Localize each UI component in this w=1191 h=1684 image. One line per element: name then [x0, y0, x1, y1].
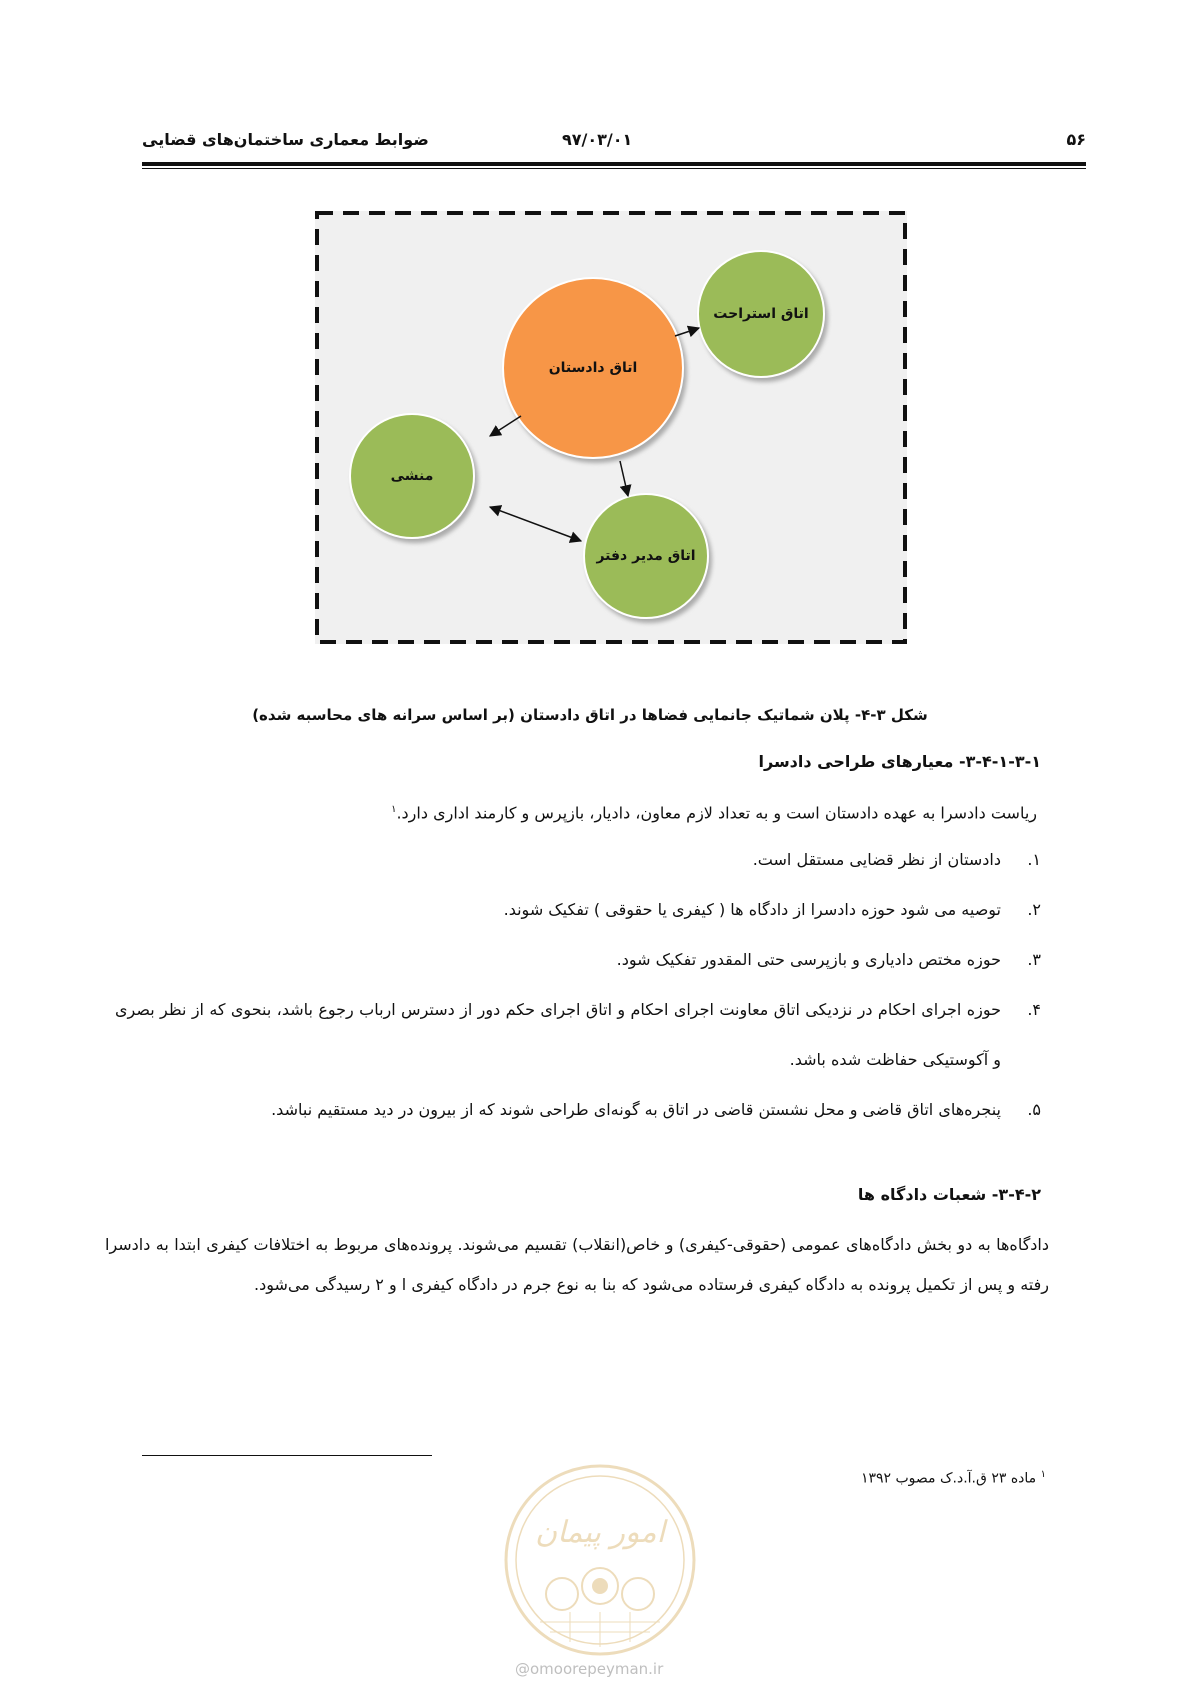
section-intro-paragraph	[97, 790, 1037, 833]
at-sign-icon: @	[515, 1660, 530, 1678]
arrow-prosecutor-to-rest	[675, 328, 699, 336]
omoore-peyman-seal	[500, 1462, 700, 1658]
list-number: ۳.	[1027, 950, 1041, 969]
list-number: ۴.	[1027, 1000, 1041, 1019]
rest-room-label: اتاق استراحت	[713, 306, 809, 322]
list-item	[115, 885, 1041, 935]
footnote-reference: ۱	[391, 804, 397, 815]
diagram-frame	[315, 211, 907, 644]
header-rule-thick	[142, 162, 1086, 166]
arrow-prosecutor-to-office-manager	[620, 461, 628, 496]
section-heading-court-branches: ۳-۴-۲- شعبات دادگاه ها	[857, 1185, 1041, 1204]
seal-gears-icon	[546, 1568, 654, 1610]
header-date: ۹۷/۰۳/۰۱	[562, 130, 633, 149]
list-text: توصیه می شود حوزه دادسرا از دادگاه ها ( کیفری یا حقوقی ) تفکیک شوند.	[503, 900, 1001, 919]
page-header	[142, 130, 1086, 154]
list-text: حوزه اجرای احکام در نزدیکی اتاق معاونت اجرای احکام و اتاق اجرای حکم دور از دسترس ارباب رجوع باشد، بنحوی که از نظر بصری و آکوستیکی حفاظت شده باشد.	[115, 1000, 1001, 1069]
figure-caption: شکل ۳-۴- پلان شماتیک جانمایی فضاها در اتاق دادستان (بر اساس سرانه های محاسبه شده)	[252, 706, 928, 724]
office-manager-room-label: اتاق مدیر دفتر	[596, 548, 696, 564]
list-item	[115, 835, 1041, 885]
list-item	[115, 985, 1041, 1085]
arrow-prosecutor-to-secretary	[490, 416, 521, 436]
list-text: پنجره‌های اتاق قاضی و محل نشستن قاضی در اتاق به گونه‌ای طراحی شوند که از بیرون در دید مستقیم نباشد.	[271, 1100, 1001, 1119]
arrow-secretary-office-manager	[490, 507, 581, 541]
section-heading-prosecution-design: ۳-۴-۱-۳-۱- معیارهای طراحی دادسرا	[758, 752, 1041, 771]
page-number: ۵۶	[1066, 130, 1086, 149]
list-item	[115, 935, 1041, 985]
header-rule-thin	[142, 168, 1086, 169]
list-number: ۱.	[1027, 850, 1041, 869]
list-text: حوزه مختص دادیاری و بازپرسی حتی المقدور تفکیک شود.	[616, 950, 1001, 969]
seal-text: امور پیمان	[535, 1515, 665, 1550]
secretary-label: منشی	[390, 468, 434, 484]
list-number: ۲.	[1027, 900, 1041, 919]
list-text: دادستان از نظر قضایی مستقل است.	[752, 850, 1001, 869]
relationship-diagram	[315, 211, 907, 644]
footnote-separator	[142, 1455, 432, 1456]
footnote-text: ماده ۲۳ ق.آ.د.ک مصوب ۱۳۹۲	[860, 1470, 1037, 1487]
watermark-url: @omoorepeyman.ir	[515, 1660, 664, 1678]
intro-text: ریاست دادسرا به عهده دادستان است و به تعداد لازم معاون، دادیار، بازپرس و کارمند اداری دارد.	[396, 803, 1037, 823]
prosecutor-room-label: اتاق دادستان	[548, 360, 638, 376]
footnote	[861, 1469, 1046, 1487]
seal-grid-icon	[540, 1612, 660, 1647]
footnote-mark: ۱	[1040, 1469, 1046, 1480]
document-title: ضوابط معماری ساختمان‌های قضایی	[142, 130, 429, 149]
list-item	[115, 1085, 1041, 1135]
court-branches-paragraph: دادگاه‌ها به دو بخش دادگاه‌های عمومی (حقوقی-کیفری) و خاص(انقلاب) تقسیم می‌شوند. پرونده‌های مربوط به اختلافات کیفری ابتدا به دادسرا رفته و پس از تکمیل پرونده به دادگاه کیفری فرستاده می‌شود که بنا به نوع جرم در دادگاه کیفری ا و ۲ رسیدگی می‌شود.	[105, 1235, 1049, 1294]
list-number: ۵.	[1027, 1100, 1041, 1119]
